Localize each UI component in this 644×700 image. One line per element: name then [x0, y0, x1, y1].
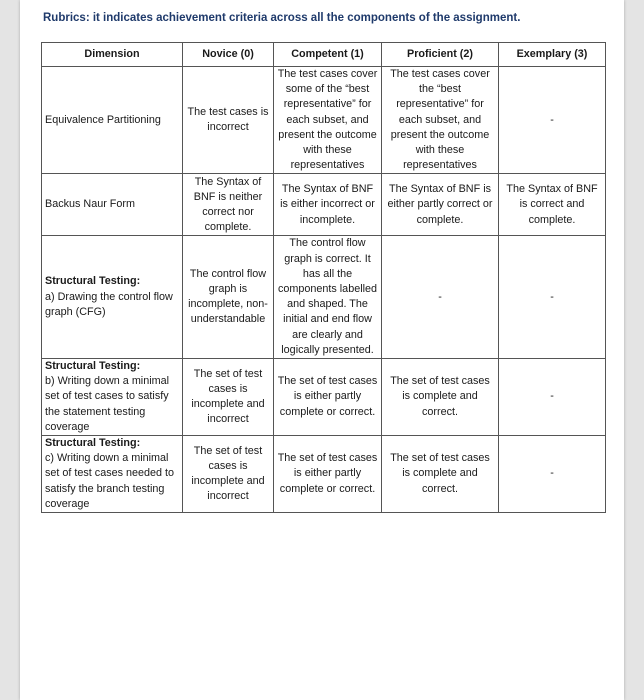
table-row: [42, 174, 606, 236]
competent-text: The control flow graph is correct. It has all the components labelled and shaped. The initial and end flow are clearly and logically presented.: [277, 237, 378, 356]
col-header-novice: Novice (0): [183, 43, 274, 67]
competent-text: The set of test cases is either partly complete or correct.: [277, 375, 378, 418]
table-row: [42, 359, 606, 436]
competent-text: The test cases cover some of the “best representative” for each subset, and present the outcome with these representatives: [277, 68, 378, 172]
proficient-text: -: [438, 290, 442, 303]
exemplary-cell: [499, 174, 606, 236]
header-row: [42, 43, 606, 67]
competent-cell: [274, 236, 382, 359]
exemplary-text: The Syntax of BNF is correct and complete.: [506, 183, 598, 226]
dimension-cell: [42, 436, 183, 513]
table-row: [42, 67, 606, 174]
dimension-text: c) Writing down a minimal set of test cases needed to satisfy the branch testing coverage: [45, 452, 175, 510]
competent-cell: [274, 359, 382, 436]
dimension-cell: [42, 236, 183, 359]
col-header-competent: Competent (1): [274, 43, 382, 67]
exemplary-text: -: [550, 290, 554, 303]
dimension-text: Backus Naur Form: [45, 198, 135, 211]
proficient-text: The Syntax of BNF is either partly correct or complete.: [387, 183, 493, 226]
rubric-heading: Rubrics: it indicates achievement criteria across all the components of the assignment.: [43, 12, 521, 24]
novice-cell: [183, 436, 274, 513]
dimension-text: a) Drawing the control flow graph (CFG): [45, 290, 173, 318]
competent-text: The Syntax of BNF is either incorrect or incomplete.: [280, 183, 375, 226]
exemplary-cell: [499, 436, 606, 513]
novice-text: The control flow graph is incomplete, non-understandable: [188, 267, 268, 326]
competent-cell: [274, 67, 382, 174]
col-header-proficient: Proficient (2): [382, 43, 499, 67]
proficient-text: The test cases cover the “best representative” for each subset, and present the outcome with these representatives: [390, 68, 490, 172]
novice-text: The Syntax of BNF is neither correct nor complete.: [193, 175, 263, 234]
col-header-dimension: Dimension: [42, 43, 183, 67]
exemplary-text: -: [550, 467, 554, 480]
competent-text: The set of test cases is either partly complete or correct.: [277, 452, 378, 495]
dimension-cell: [42, 174, 183, 236]
dimension-title: Structural Testing:: [45, 437, 141, 450]
novice-cell: [183, 174, 274, 236]
novice-cell: [183, 236, 274, 359]
rubric-table: [41, 42, 606, 513]
exemplary-cell: [499, 359, 606, 436]
novice-cell: [183, 359, 274, 436]
proficient-cell: [382, 359, 499, 436]
exemplary-cell: [499, 236, 606, 359]
proficient-text: The set of test cases is complete and correct.: [390, 375, 490, 418]
competent-cell: [274, 174, 382, 236]
exemplary-cell: [499, 67, 606, 174]
exemplary-text: -: [550, 113, 554, 126]
competent-cell: [274, 436, 382, 513]
dimension-cell: [42, 67, 183, 174]
proficient-cell: [382, 67, 499, 174]
novice-text: The test cases is incorrect: [187, 106, 269, 134]
dimension-text: Equivalence Partitioning: [45, 113, 161, 126]
proficient-cell: [382, 436, 499, 513]
dimension-text: b) Writing down a minimal set of test cases to satisfy the statement testing coverage: [45, 375, 170, 433]
table-row: [42, 236, 606, 359]
dimension-title: Structural Testing:: [45, 275, 141, 288]
proficient-text: The set of test cases is complete and correct.: [390, 452, 490, 495]
proficient-cell: [382, 174, 499, 236]
table-row: [42, 436, 606, 513]
document-page: [20, 0, 624, 700]
novice-text: The set of test cases is incomplete and incorrect: [191, 367, 265, 426]
col-header-exemplary: Exemplary (3): [499, 43, 606, 67]
novice-cell: [183, 67, 274, 174]
dimension-cell: [42, 359, 183, 436]
exemplary-text: -: [550, 390, 554, 403]
novice-text: The set of test cases is incomplete and incorrect: [191, 444, 265, 503]
dimension-title: Structural Testing:: [45, 360, 141, 373]
proficient-cell: [382, 236, 499, 359]
